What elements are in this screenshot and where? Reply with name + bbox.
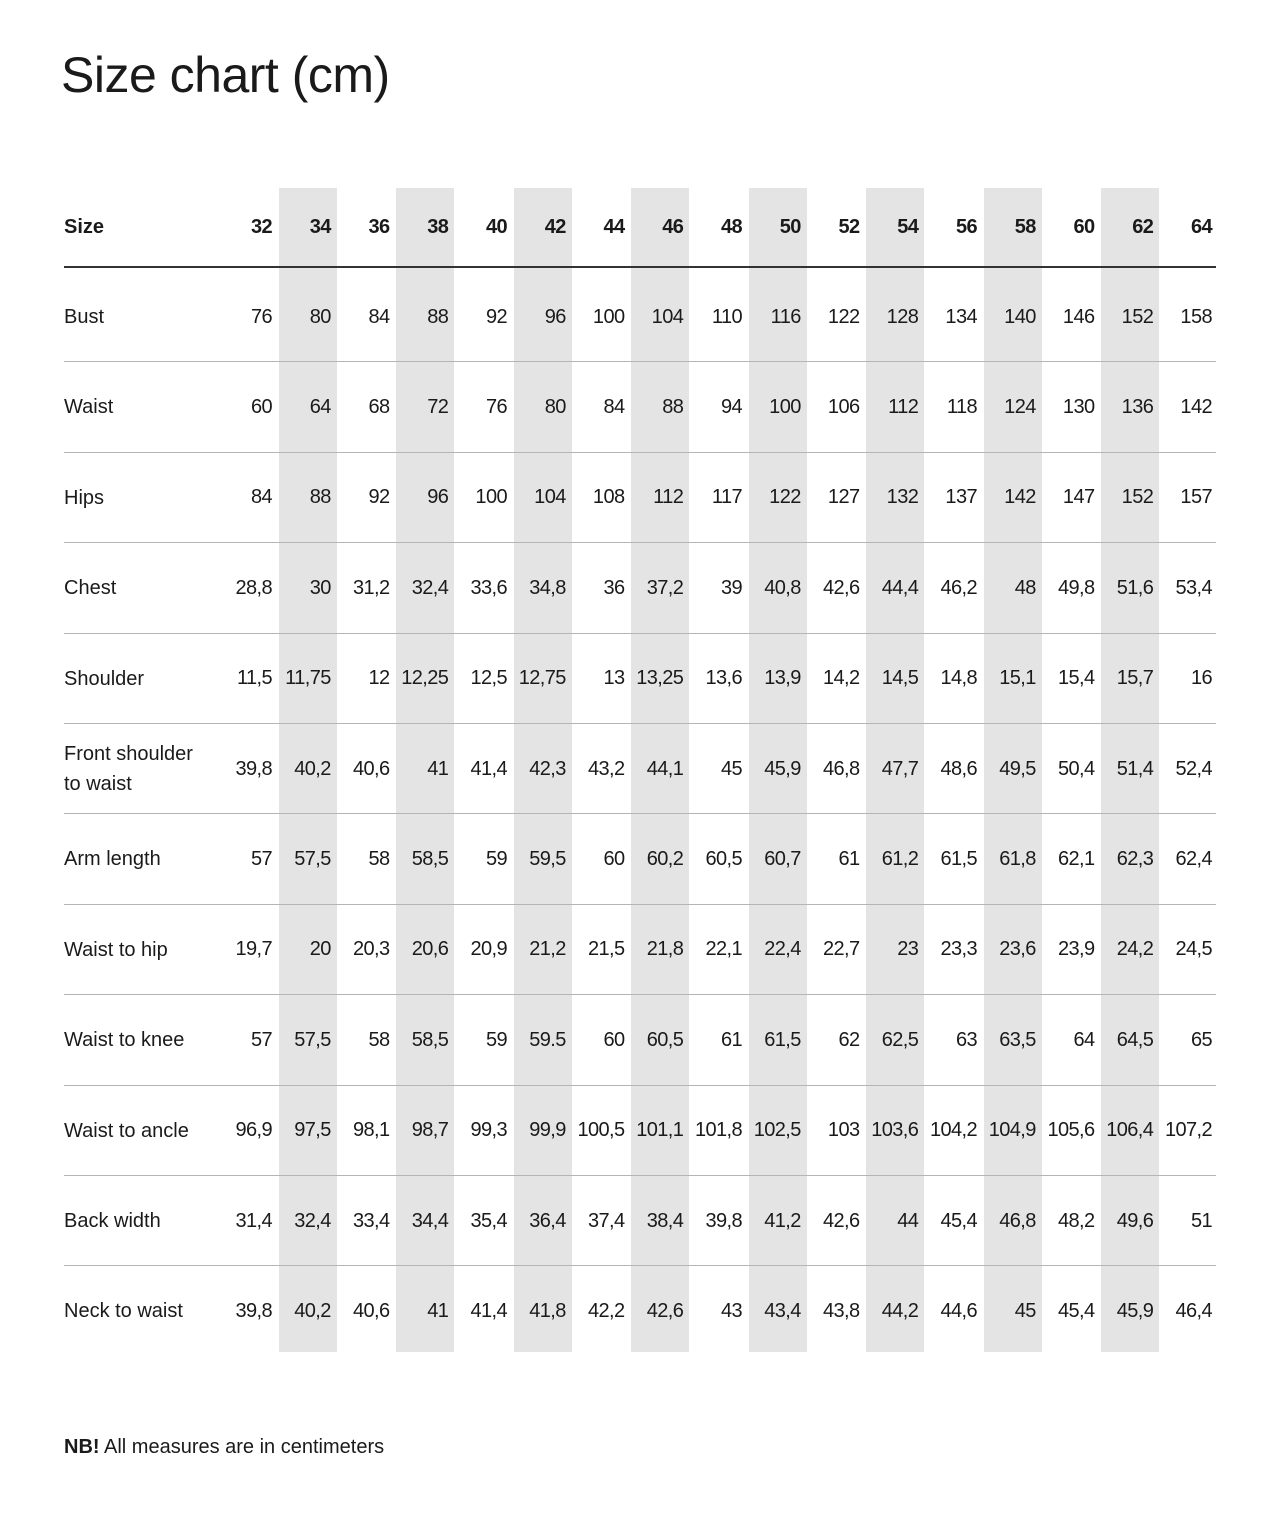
size-header-cell: 62 [1132,215,1154,238]
row-label: Back width [64,1210,161,1232]
table-cell: 64 [1073,1028,1095,1051]
table-cell: 60,2 [646,847,684,870]
table-cell: 108 [592,486,625,509]
table-cell: 62,4 [1175,847,1212,870]
table-cell: 16 [1190,667,1212,690]
table-cell: 34,4 [411,1209,449,1232]
table-cell: 37,2 [646,576,684,599]
table-cell: 41,4 [470,1299,507,1322]
table-cell: 104,9 [988,1119,1036,1142]
table-cell: 39,8 [235,757,272,780]
table-cell: 101,8 [694,1119,742,1142]
table-cell: 88 [427,305,449,328]
table-cell: 132 [886,486,919,509]
table-row [0,814,1262,904]
table-cell: 60 [603,1028,625,1051]
header-row [0,182,1262,272]
table-cell: 61,2 [881,847,919,870]
table-cell: 20,6 [411,938,449,961]
table-cell: 20 [309,938,331,961]
table-cell: 116 [770,305,801,328]
table-cell: 110 [711,305,742,328]
table-cell: 22,1 [705,938,742,961]
table-cell: 117 [711,486,742,509]
table-cell: 84 [250,486,272,509]
table-cell: 157 [1180,486,1212,509]
table-cell: 102,5 [753,1119,801,1142]
table-cell: 45,9 [764,757,801,780]
table-cell: 48 [1014,576,1036,599]
table-cell: 104,2 [929,1119,977,1142]
table-cell: 96,9 [235,1119,272,1142]
table-row [0,543,1262,633]
table-cell: 96 [427,486,449,509]
table-cell: 57,5 [294,1028,331,1051]
table-cell: 40,6 [352,1299,390,1322]
row-label: Neck to waist [64,1300,183,1323]
size-header-cell: 56 [955,215,977,238]
table-cell: 39 [720,576,742,599]
table-cell: 63 [955,1028,977,1051]
table-cell: 14,2 [822,667,860,690]
table-row [0,1086,1262,1176]
table-cell: 59 [485,1028,507,1051]
table-cell: 49,6 [1116,1209,1154,1232]
table-cell: 80 [309,305,331,328]
table-cell: 57 [250,847,272,870]
table-cell: 51,4 [1116,757,1154,780]
table-cell: 100,5 [577,1119,625,1142]
table-cell: 40,2 [294,757,331,780]
table-row [0,905,1262,995]
table-cell: 104 [534,486,566,509]
table-cell: 23,3 [940,938,977,961]
table-cell: 45,4 [1057,1299,1095,1322]
table-cell: 59,5 [529,847,566,870]
table-cell: 43,4 [764,1299,801,1322]
table-cell: 43 [720,1299,742,1322]
table-cell: 45,9 [1116,1299,1154,1322]
table-cell: 107,2 [1164,1119,1212,1142]
table-cell: 11,75 [285,667,331,690]
page-title: Size chart (cm) [61,47,390,103]
size-header-cell: 32 [250,215,272,238]
table-cell: 23 [897,938,919,961]
table-cell: 42,2 [587,1299,625,1322]
table-cell: 58 [368,1028,390,1051]
table-cell: 59 [485,847,507,870]
table-cell: 63,5 [999,1028,1036,1051]
row-label: Waist to ancle [64,1119,189,1142]
size-header-cell: 46 [662,215,684,238]
table-cell: 12,75 [518,667,566,690]
table-cell: 57 [250,1028,272,1051]
table-cell: 62,5 [881,1028,919,1051]
table-cell: 61,5 [764,1028,801,1051]
size-header-cell: 50 [779,215,801,238]
table-cell: 44,2 [881,1299,919,1322]
table-cell: 22,4 [764,938,801,961]
table-cell: 106 [827,395,860,418]
table-cell: 14,5 [881,667,919,690]
table-cell: 50,4 [1057,757,1095,780]
table-cell: 12,5 [470,667,507,690]
table-cell: 122 [827,305,860,328]
table-cell: 31,4 [235,1209,272,1232]
table-cell: 76 [485,395,507,418]
table-row [0,634,1262,724]
row-label: Waist [64,396,114,419]
table-cell: 45 [1014,1299,1036,1322]
row-label: Arm length [64,848,161,871]
table-cell: 44 [897,1209,919,1232]
table-row [0,1176,1262,1266]
footnote-prefix: NB! [64,1436,100,1458]
table-cell: 65 [1190,1028,1212,1051]
table-cell: 136 [1121,395,1154,418]
table-cell: 42,6 [646,1299,684,1322]
table-cell: 99,3 [470,1119,507,1142]
table-cell: 100 [769,395,801,418]
table-cell: 58,5 [411,1028,449,1051]
table-cell: 41,2 [764,1209,801,1232]
table-cell: 101,1 [636,1119,684,1142]
footnote-text: All measures are in centimeters [99,1436,385,1458]
table-cell: 84 [603,395,625,418]
table-cell: 60,7 [764,847,801,870]
size-header-cell: 36 [368,215,390,238]
table-cell: 58,5 [411,847,449,870]
table-cell: 72 [427,395,449,418]
table-cell: 58 [368,847,390,870]
table-cell: 21,8 [646,938,684,961]
table-cell: 92 [485,305,507,328]
table-cell: 44,1 [646,757,684,780]
table-cell: 142 [1180,395,1212,418]
table-cell: 45 [720,757,742,780]
table-cell: 51 [1190,1209,1212,1232]
table-cell: 60 [250,395,272,418]
table-cell: 59.5 [529,1028,566,1051]
table-cell: 31,2 [352,576,390,599]
table-cell: 88 [309,486,331,509]
table-cell: 41 [427,1299,449,1322]
table-row [0,1266,1262,1356]
table-cell: 112 [888,395,919,418]
table-cell: 13,9 [764,667,801,690]
table-cell: 84 [368,305,390,328]
table-cell: 21,5 [587,938,625,961]
table-cell: 15,4 [1057,667,1095,690]
table-cell: 134 [945,305,977,328]
table-cell: 44,4 [881,576,919,599]
table-cell: 64,5 [1116,1028,1154,1051]
table-cell: 35,4 [470,1209,507,1232]
table-cell: 60 [603,847,625,870]
table-cell: 61,8 [999,847,1036,870]
table-cell: 28,8 [235,576,272,599]
size-header-cell: 44 [603,215,625,238]
table-cell: 98,1 [352,1119,390,1142]
table-cell: 32,4 [411,576,449,599]
table-row [0,453,1262,543]
table-cell: 41 [427,757,449,780]
table-cell: 47,7 [881,757,919,780]
table-cell: 22,7 [822,938,860,961]
table-cell: 97,5 [294,1119,331,1142]
table-row [0,724,1262,814]
table-cell: 24,5 [1175,938,1212,961]
table-cell: 147 [1062,486,1095,509]
table-cell: 32,4 [294,1209,331,1232]
table-cell: 118 [946,395,977,418]
table-cell: 92 [368,486,390,509]
table-cell: 48,6 [940,757,977,780]
table-cell: 36 [603,576,625,599]
table-cell: 41,8 [529,1299,566,1322]
table-cell: 44,6 [940,1299,977,1322]
table-cell: 62,1 [1057,847,1095,870]
size-header-cell: 52 [838,215,860,238]
table-cell: 39,8 [705,1209,742,1232]
table-cell: 57,5 [294,847,331,870]
size-header-cell: 54 [897,215,919,238]
table-cell: 104 [651,305,684,328]
row-label: Shoulder [64,667,145,690]
size-header-cell: 60 [1073,215,1095,238]
table-cell: 13,25 [636,667,684,690]
table-cell: 49,5 [999,757,1036,780]
table-cell: 61 [838,847,860,870]
table-cell: 14,8 [940,667,977,690]
table-cell: 24,2 [1116,938,1154,961]
table-cell: 46,4 [1175,1299,1212,1322]
table-cell: 42,6 [822,1209,860,1232]
table-cell: 99,9 [529,1119,566,1142]
table-cell: 34,8 [529,576,566,599]
table-cell: 20,9 [470,938,507,961]
table-cell: 12,25 [401,667,449,690]
table-cell: 152 [1121,305,1154,328]
size-header-cell: 48 [720,215,742,238]
table-cell: 39,8 [235,1299,272,1322]
table-cell: 76 [250,305,272,328]
table-cell: 80 [544,395,566,418]
table-cell: 60,5 [646,1028,684,1051]
table-cell: 43,2 [587,757,625,780]
table-cell: 20,3 [352,938,390,961]
table-cell: 19,7 [235,938,272,961]
table-cell: 62,3 [1116,847,1154,870]
table-cell: 23,9 [1057,938,1095,961]
table-cell: 106,4 [1106,1119,1154,1142]
table-cell: 12 [368,667,390,690]
table-cell: 103 [827,1119,860,1142]
table-cell: 146 [1062,305,1095,328]
table-cell: 33,4 [352,1209,390,1232]
table-cell: 45,4 [940,1209,977,1232]
table-cell: 60,5 [705,847,742,870]
table-cell: 53,4 [1175,576,1212,599]
table-cell: 152 [1121,486,1154,509]
table-cell: 40,6 [352,757,390,780]
table-cell: 42,3 [529,757,566,780]
row-label: Hips [64,486,105,509]
row-label: Waist to knee [64,1029,185,1052]
row-label: Bust [64,306,105,328]
table-cell: 41,4 [470,757,507,780]
table-cell: 100 [475,486,507,509]
table-cell: 62 [838,1028,860,1051]
table-cell: 15,1 [999,667,1036,690]
table-cell: 88 [662,395,684,418]
table-cell: 124 [1004,395,1036,418]
row-label: Waist to hip [64,938,168,961]
size-header-cell: 58 [1014,215,1036,238]
table-cell: 37,4 [587,1209,625,1232]
table-cell: 68 [368,395,390,418]
table-cell: 46,2 [940,576,977,599]
table-cell: 48,2 [1057,1209,1095,1232]
table-cell: 137 [945,486,977,509]
size-header-cell: 42 [544,215,566,238]
table-cell: 23,6 [999,938,1036,961]
table-cell: 61 [720,1028,742,1051]
table-cell: 64 [309,395,331,418]
table-cell: 13 [603,667,625,690]
table-cell: 46,8 [999,1209,1036,1232]
table-cell: 40,2 [294,1299,331,1322]
table-cell: 52,4 [1175,757,1212,780]
table-cell: 100 [592,305,625,328]
size-header-cell: 34 [309,215,331,238]
table-cell: 42,6 [822,576,860,599]
table-cell: 142 [1004,486,1036,509]
footnote [64,1436,384,1459]
table-cell: 33,6 [470,576,507,599]
table-row [0,272,1262,362]
table-cell: 140 [1004,305,1036,328]
table-row [0,995,1262,1085]
header-divider [64,266,1216,268]
table-cell: 43,8 [822,1299,860,1322]
table-cell: 122 [769,486,801,509]
table-cell: 40,8 [764,576,801,599]
table-cell: 96 [544,305,566,328]
table-cell: 94 [720,395,742,418]
size-header-label: Size [64,216,105,238]
table-cell: 103,6 [871,1119,919,1142]
table-cell: 11,5 [236,667,272,690]
table-cell: 46,8 [822,757,860,780]
table-cell: 15,7 [1116,667,1154,690]
table-cell: 30 [309,576,331,599]
size-header-cell: 40 [485,215,507,238]
row-label: Chest [64,577,117,600]
table-cell: 105,6 [1047,1119,1095,1142]
table-cell: 98,7 [411,1119,449,1142]
table-cell: 127 [827,486,860,509]
table-cell: 130 [1062,395,1095,418]
table-cell: 61,5 [940,847,977,870]
size-header-cell: 38 [427,215,449,238]
table-cell: 36,4 [529,1209,566,1232]
table-cell: 51,6 [1116,576,1154,599]
table-cell: 158 [1180,305,1212,328]
size-header-cell: 64 [1190,215,1212,238]
table-cell: 38,4 [646,1209,684,1232]
table-row [0,362,1262,452]
table-cell: 21,2 [529,938,566,961]
table-cell: 49,8 [1057,576,1095,599]
table-cell: 112 [653,486,684,509]
table-cell: 128 [886,305,919,328]
table-cell: 13,6 [705,667,742,690]
row-label: Front shoulder to waist [64,743,193,795]
